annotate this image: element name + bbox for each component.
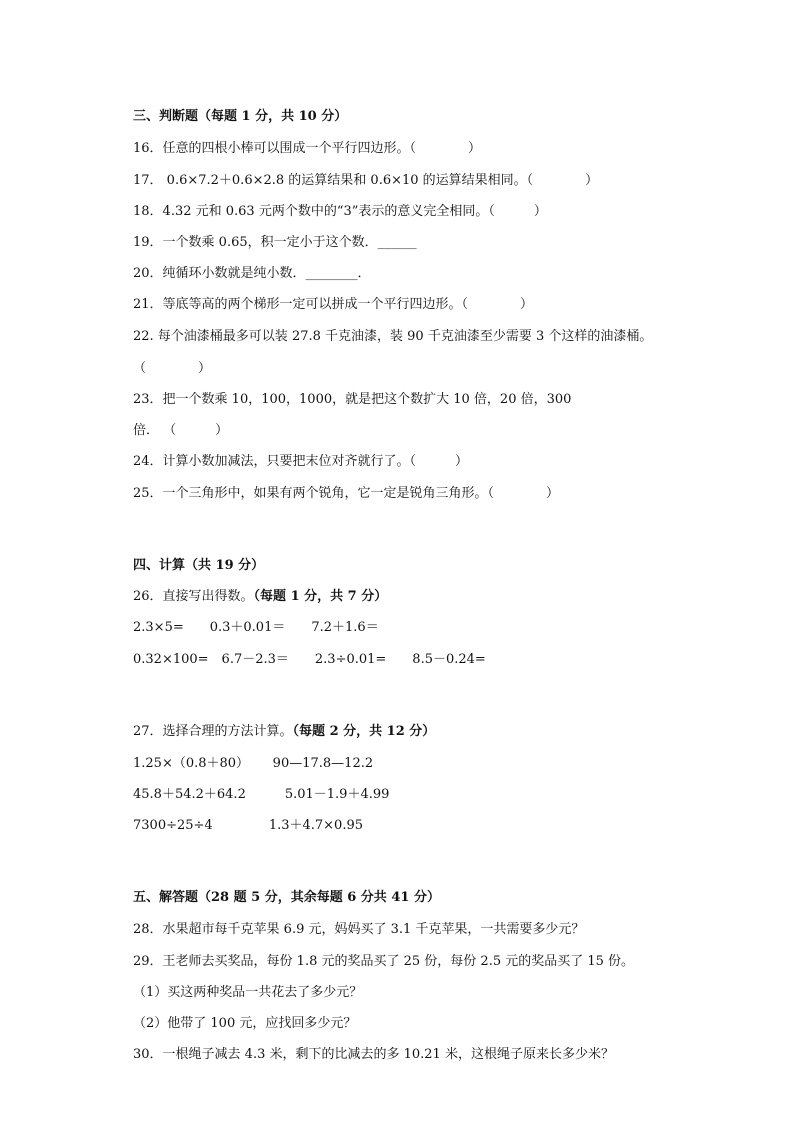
calc-row-2: 0.32×100= 6.7－2.3＝ 2.3÷0.01= 8.5－0.24= <box>133 652 486 667</box>
question-22-line-1: 22. 每个油漆桶最多可以装 27.8 千克油漆，装 90 千克油漆至少需要 3 个这样的油漆桶。 <box>133 329 653 344</box>
question-27-text: 27．选择合理的方法计算。 <box>133 724 293 739</box>
question-23-line-1: 23．把一个数乘 10，100，1000，就是把这个数扩大 10 倍，20 倍，300 <box>133 392 572 407</box>
question-23-line-2: 倍． （ ） <box>133 423 229 438</box>
question-22-line-2: （ ） <box>133 361 212 376</box>
section-3-heading: 三、判断题（每题 1 分，共 10 分） <box>133 109 348 124</box>
calc-row-1: 2.3×5= 0.3＋0.01＝ 7.2＋1.6＝ <box>133 620 379 635</box>
question-16: 16．任意的四根小棒可以围成一个平行四边形。（ ） <box>133 141 482 156</box>
question-19: 19．一个数乘 0.65，积一定小于这个数．______ <box>133 235 417 250</box>
question-29-part-2: （2）他带了 100 元，应找回多少元？ <box>133 1016 357 1031</box>
calc-row-4: 45.8＋54.2＋64.2 5.01－1.9＋4.99 <box>133 787 390 802</box>
calc-row-5: 7300÷25÷4 1.3＋4.7×0.95 <box>133 818 364 833</box>
question-27-title <box>133 724 435 740</box>
question-29-part-1: （1）买这两种奖品一共花去了多少元？ <box>133 985 363 1000</box>
section-5-heading: 五、解答题（28 题 5 分，其余每题 6 分共 41 分） <box>133 890 440 905</box>
question-17: 17． 0.6×7.2＋0.6×2.8 的运算结果和 0.6×10 的运算结果相同。（ ） <box>133 173 599 188</box>
question-26-text: 26．直接写出得数。 <box>133 589 254 604</box>
question-26-note: （每题 1 分，共 7 分） <box>253 589 388 604</box>
section-4-heading: 四、计算（共 19 分） <box>133 558 265 573</box>
question-18: 18．4.32 元和 0.63 元两个数中的“3”表示的意义完全相同。（ ） <box>133 204 547 219</box>
question-21: 21．等底等高的两个梯形一定可以拼成一个平行四边形。（ ） <box>133 297 534 312</box>
question-26-title <box>133 589 387 605</box>
question-28: 28．水果超市每千克苹果 6.9 元，妈妈买了 3.1 千克苹果，一共需要多少元？ <box>133 922 585 937</box>
question-29: 29．王老师去买奖品，每份 1.8 元的奖品买了 25 份，每份 2.5 元的奖品买了 15 份。 <box>133 954 635 969</box>
question-24: 24．计算小数加减法，只要把末位对齐就行了。（ ） <box>133 454 469 469</box>
question-30: 30．一根绳子减去 4.3 米，剩下的比减去的多 10.21 米，这根绳子原来长多少米？ <box>133 1047 614 1062</box>
question-25: 25．一个三角形中，如果有两个锐角，它一定是锐角三角形。（ ） <box>133 486 560 501</box>
question-20: 20．纯循环小数就是纯小数．________． <box>133 266 371 281</box>
question-27-note: （每题 2 分，共 12 分） <box>292 724 436 739</box>
calc-row-3: 1.25×（0.8＋80） 90—17.8—12.2 <box>133 756 374 771</box>
